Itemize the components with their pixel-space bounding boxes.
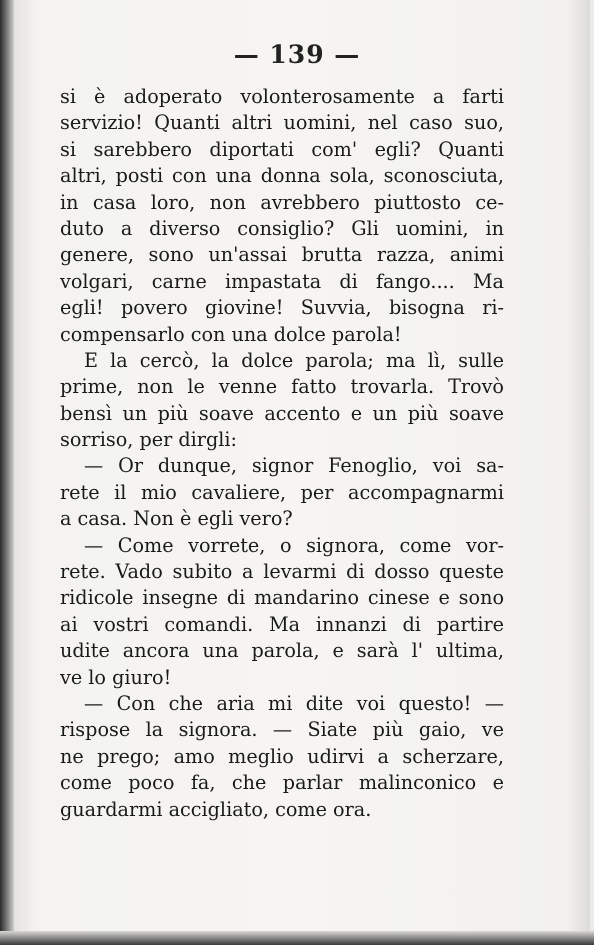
text-line: duto a diverso consiglio? Gli uomini, in <box>60 216 504 240</box>
text-line: rispose la signora. — Siate più gaio, ve <box>60 718 504 742</box>
text-line: si è adoperato volonterosamente a farti <box>60 85 504 108</box>
text-line: bensì un più soave accento e un più soave <box>60 401 504 425</box>
text-line: genere, sono un'assai brutta razza, animi <box>60 243 504 267</box>
text-line: a casa. Non è egli vero? <box>60 507 293 531</box>
text-line: prime, non le venne fatto trovarla. Trovò <box>60 375 504 399</box>
text-line: altri, posti con una donna sola, sconosciuta, <box>60 164 504 188</box>
text-line: ne prego; amo meglio udirvi a scherzare, <box>60 744 504 768</box>
text-line: guardarmi accigliato, come ora. <box>60 797 372 821</box>
text-line: servizio! Quanti altri uomini, nel caso suo, <box>60 111 504 135</box>
text-line: egli! povero giovine! Suvvia, bisogna ri- <box>60 296 504 320</box>
body-text <box>60 84 504 823</box>
page-bottom-edge <box>0 931 594 945</box>
text-line: E la cercò, la dolce parola; ma lì, sulle <box>84 348 504 372</box>
text-line: — Come vorrete, o signora, come vor- <box>84 533 504 557</box>
text-line: ai vostri comandi. Ma innanzi di partire <box>60 612 504 636</box>
page-number: — 139 — <box>233 40 361 69</box>
text-line: volgari, carne impastata di fango.... Ma <box>60 269 504 293</box>
text-line: ve lo giuro! <box>60 665 172 689</box>
text-line: come poco fa, che parlar malinconico e <box>60 771 504 795</box>
text-line: in casa loro, non avrebbero piuttosto ce- <box>60 190 504 214</box>
text-line: sorriso, per dirgli: <box>60 428 237 452</box>
text-line: rete. Vado subito a levarmi di dosso queste <box>60 560 504 584</box>
text-line: rete il mio cavaliere, per accompagnarmi <box>60 480 504 504</box>
text-line: ridicole insegne di mandarino cinese e sono <box>60 586 504 610</box>
text-line: — Or dunque, signor Fenoglio, voi sa- <box>84 454 504 478</box>
text-line: udite ancora una parola, e sarà l' ultima, <box>60 639 504 663</box>
text-line: si sarebbero diportati com' egli? Quanti <box>60 137 504 161</box>
text-line: compensarlo con una dolce parola! <box>60 322 402 346</box>
text-line: — Con che aria mi dite voi questo! — <box>84 691 504 715</box>
book-spine-shadow <box>0 0 14 945</box>
